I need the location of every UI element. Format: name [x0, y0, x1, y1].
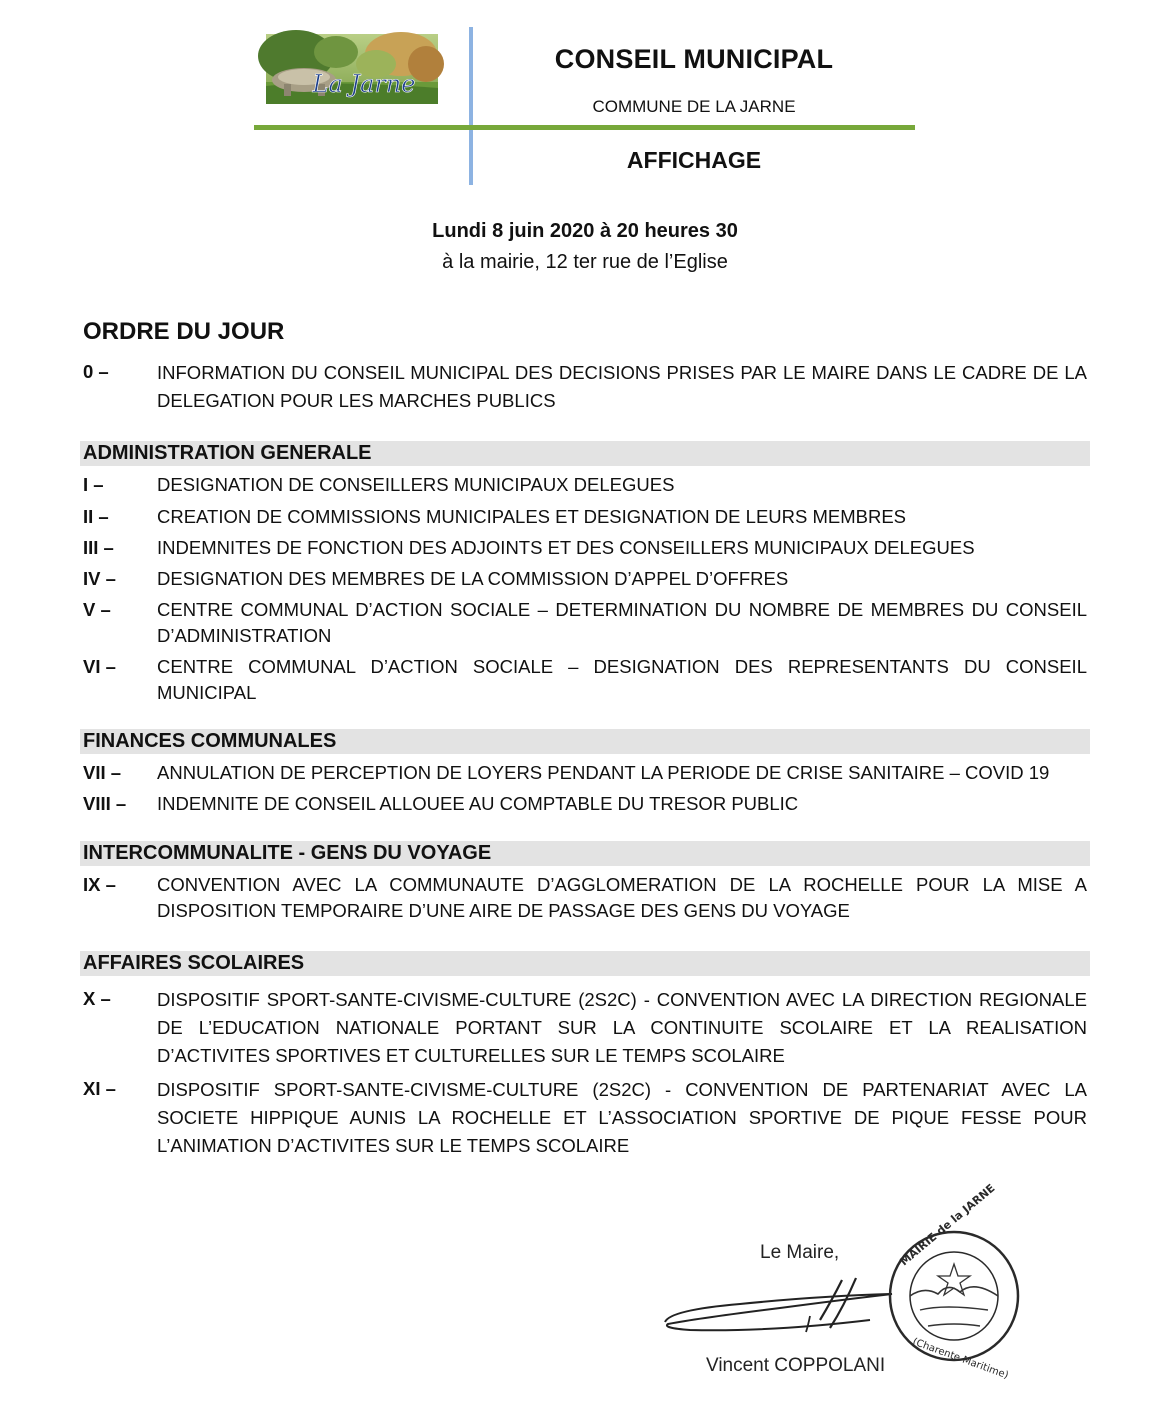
- agenda-item-V: [83, 597, 1087, 649]
- agenda-item-text: DESIGNATION DE CONSEILLERS MUNICIPAUX DELEGUES: [157, 474, 675, 495]
- agenda-item-text: DISPOSITIF SPORT-SANTE-CIVISME-CULTURE (2S2C) - CONVENTION DE PARTENARIAT AVEC LA SOCIETE HIPPIQUE AUNIS LA ROCHELLE ET L’ASSOCIATION SPORTIVE DE PIQUE FESSE POUR L’ANIMATION D’ACTIVITES SUR LE TEMPS SCOLAIRE: [157, 1079, 1087, 1156]
- agenda-item-IX: [83, 872, 1087, 924]
- section-title: INTERCOMMUNALITE - GENS DU VOYAGE: [83, 842, 492, 864]
- agenda-item-X: [83, 986, 1087, 1070]
- agenda-item-number: X –: [83, 988, 111, 1009]
- agenda-item-text: CENTRE COMMUNAL D’ACTION SOCIALE – DETERMINATION DU NOMBRE DE MEMBRES DU CONSEIL D’ADMINISTRATION: [157, 599, 1087, 646]
- commune-name: COMMUNE DE LA JARNE: [592, 97, 796, 116]
- section-title: ADMINISTRATION GENERALE: [83, 442, 372, 464]
- section-header-affaires-scolaires: [80, 951, 1090, 976]
- agenda-item-number: VI –: [83, 656, 116, 677]
- agenda-title: ORDRE DU JOUR: [83, 318, 285, 345]
- section-title: FINANCES COMMUNALES: [83, 730, 337, 752]
- section-header-intercommunalite: [80, 841, 1090, 866]
- agenda-item-0: [83, 359, 1087, 415]
- agenda-item-number: II –: [83, 506, 109, 527]
- svg-text:(Charente Maritime): (Charente Maritime): [910, 1336, 1010, 1382]
- agenda-item-text: CREATION DE COMMISSIONS MUNICIPALES ET DESIGNATION DE LEURS MEMBRES: [157, 506, 907, 527]
- agenda-item-number: XI –: [83, 1078, 116, 1099]
- agenda-item-number: VIII –: [83, 793, 127, 814]
- agenda-item-number: I –: [83, 474, 104, 495]
- agenda-item-II: [83, 504, 1087, 530]
- section-header-finances: [80, 729, 1090, 754]
- meeting-date: Lundi 8 juin 2020 à 20 heures 30: [432, 220, 738, 242]
- la-jarne-logo: [266, 34, 438, 104]
- agenda-item-number: V –: [83, 599, 111, 620]
- agenda-item-text: CENTRE COMMUNAL D’ACTION SOCIALE – DESIGNATION DES REPRESENTANTS DU CONSEIL MUNICIPAL: [157, 656, 1087, 703]
- agenda-item-text: INDEMNITE DE CONSEIL ALLOUEE AU COMPTABLE DU TRESOR PUBLIC: [157, 793, 799, 814]
- agenda-item-text: DISPOSITIF SPORT-SANTE-CIVISME-CULTURE (2S2C) - CONVENTION AVEC LA DIRECTION REGIONALE DE L’EDUCATION NATIONALE PORTANT SUR LA CONTINUITE SCOLAIRE ET LA REALISATION D’ACTIVITES SPORTIVES ET CULTURELLES SUR LE TEMPS SCOLAIRE: [157, 989, 1087, 1066]
- section-title: AFFAIRES SCOLAIRES: [83, 952, 305, 974]
- agenda-item-IV: [83, 566, 1087, 592]
- agenda-item-text: DESIGNATION DES MEMBRES DE LA COMMISSION D’APPEL D’OFFRES: [157, 568, 789, 589]
- agenda-item-number: IV –: [83, 568, 116, 589]
- town-hall-stamp: [884, 1181, 1024, 1382]
- agenda-item-III: [83, 535, 1087, 561]
- agenda-item-number: III –: [83, 537, 114, 558]
- logo-text: La Jarne: [312, 70, 416, 98]
- agenda-item-text: ANNULATION DE PERCEPTION DE LOYERS PENDANT LA PERIODE DE CRISE SANITAIRE – COVID 19: [157, 762, 1050, 783]
- agenda-item-VIII: [83, 791, 1087, 817]
- agenda-item-number: 0 –: [83, 361, 109, 382]
- logo-image: [266, 34, 438, 104]
- agenda-item-I: [83, 472, 1087, 498]
- agenda-item-XI: [83, 1076, 1087, 1160]
- agenda-item-VI: [83, 654, 1087, 706]
- meeting-place: à la mairie, 12 ter rue de l’Eglise: [442, 251, 728, 273]
- svg-text:MAIRIE de la JARNE: MAIRIE de la JARNE: [897, 1181, 998, 1269]
- agenda-item-VII: [83, 760, 1087, 786]
- header-vertical-rule: [469, 27, 473, 185]
- section-header-administration: [80, 441, 1090, 466]
- signatory-role: Le Maire,: [760, 1242, 840, 1263]
- agenda-item-text: INFORMATION DU CONSEIL MUNICIPAL DES DECISIONS PRISES PAR LE MAIRE DANS LE CADRE DE LA DELEGATION POUR LES MARCHES PUBLICS: [157, 362, 1087, 411]
- agenda-item-text: CONVENTION AVEC LA COMMUNAUTE D’AGGLOMERATION DE LA ROCHELLE POUR LA MISE A DISPOSITION TEMPORAIRE D’UNE AIRE DE PASSAGE DES GENS DU VOYAGE: [157, 874, 1087, 921]
- document-subtitle: AFFICHAGE: [626, 147, 762, 173]
- agenda-item-text: INDEMNITES DE FONCTION DES ADJOINTS ET DES CONSEILLERS MUNICIPAUX DELEGUES: [157, 537, 975, 558]
- document-title: CONSEIL MUNICIPAL: [554, 44, 834, 74]
- agenda-item-number: IX –: [83, 874, 116, 895]
- handwritten-signature: [660, 1270, 900, 1350]
- agenda-item-number: VII –: [83, 762, 122, 783]
- signatory-name: Vincent COPPOLANI: [706, 1355, 886, 1376]
- header-horizontal-rule: [254, 125, 915, 130]
